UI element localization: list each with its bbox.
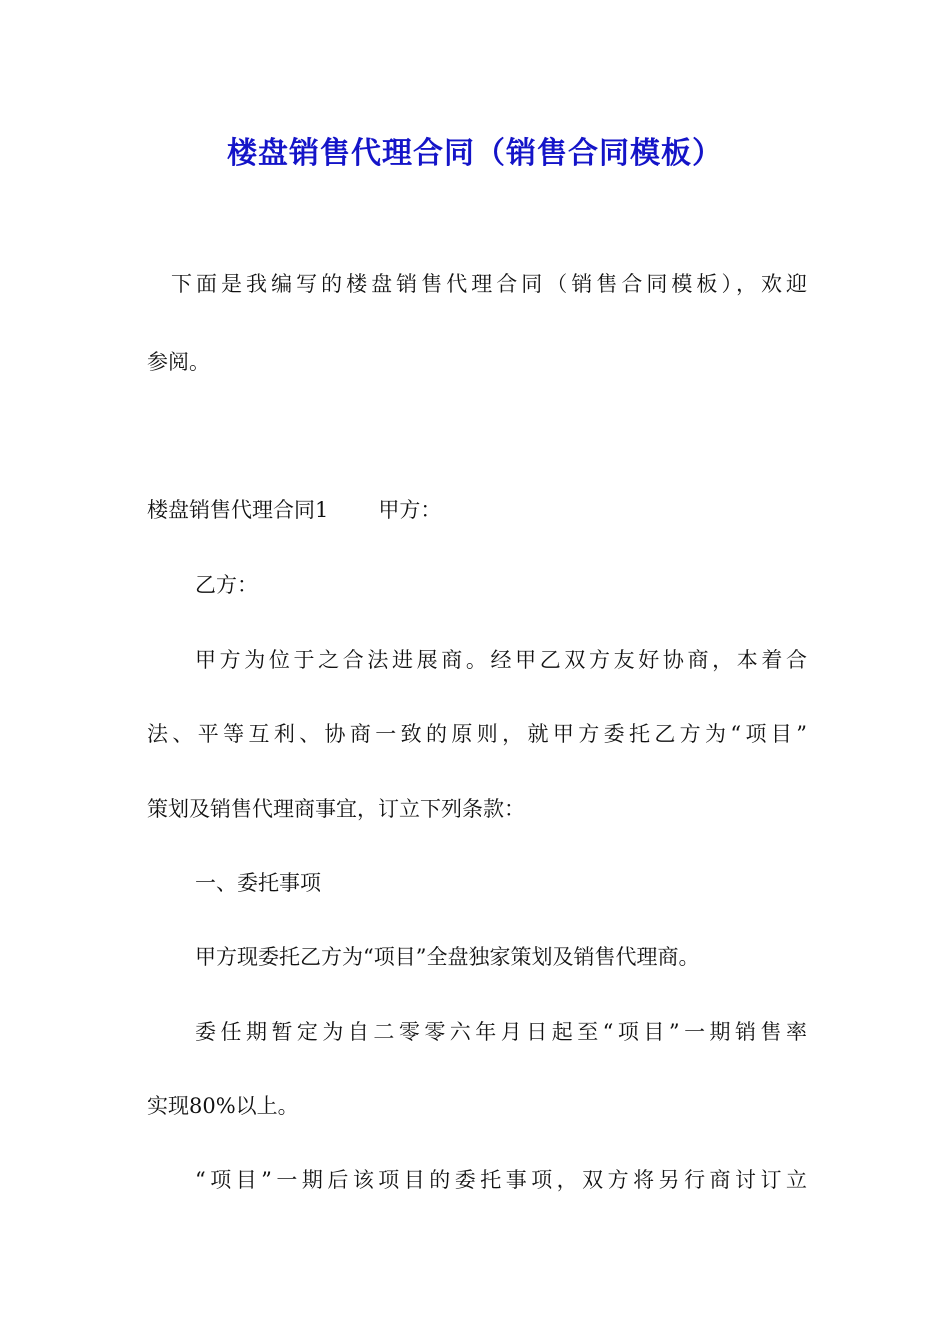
para1-line-3: 策划及销售代理商事宜，订立下列条款： — [147, 797, 525, 821]
document-title: 楼盘销售代理合同（销售合同模板） — [227, 136, 723, 171]
section1-heading: 一、委托事项 — [195, 871, 321, 895]
section1-paragraph-1: 甲方现委托乙方为“项目”全盘独家策划及销售代理商。 — [195, 945, 700, 969]
para1-line-1: 甲方为位于之合法进展商。经甲乙双方友好协商，本着合 — [195, 648, 807, 672]
section1-p2-line-2: 实现80%以上。 — [147, 1094, 299, 1118]
contract-heading: 楼盘销售代理合同1 — [147, 498, 329, 522]
section1-p3-line-1: “项目”一期后该项目的委托事项，双方将另行商讨订立 — [195, 1168, 807, 1192]
party-a-label: 甲方： — [378, 498, 442, 522]
contract-heading-line — [147, 498, 807, 522]
intro-line-2: 参阅。 — [147, 350, 210, 374]
section1-p2-line-1: 委任期暂定为自二零零六年月日起至“项目”一期销售率 — [195, 1020, 807, 1044]
para1-line-2: 法、平等互利、协商一致的原则，就甲方委托乙方为“项目” — [147, 722, 807, 746]
intro-line-1: 下面是我编写的楼盘销售代理合同（销售合同模板），欢迎 — [171, 272, 807, 296]
party-b-label: 乙方： — [195, 573, 258, 597]
